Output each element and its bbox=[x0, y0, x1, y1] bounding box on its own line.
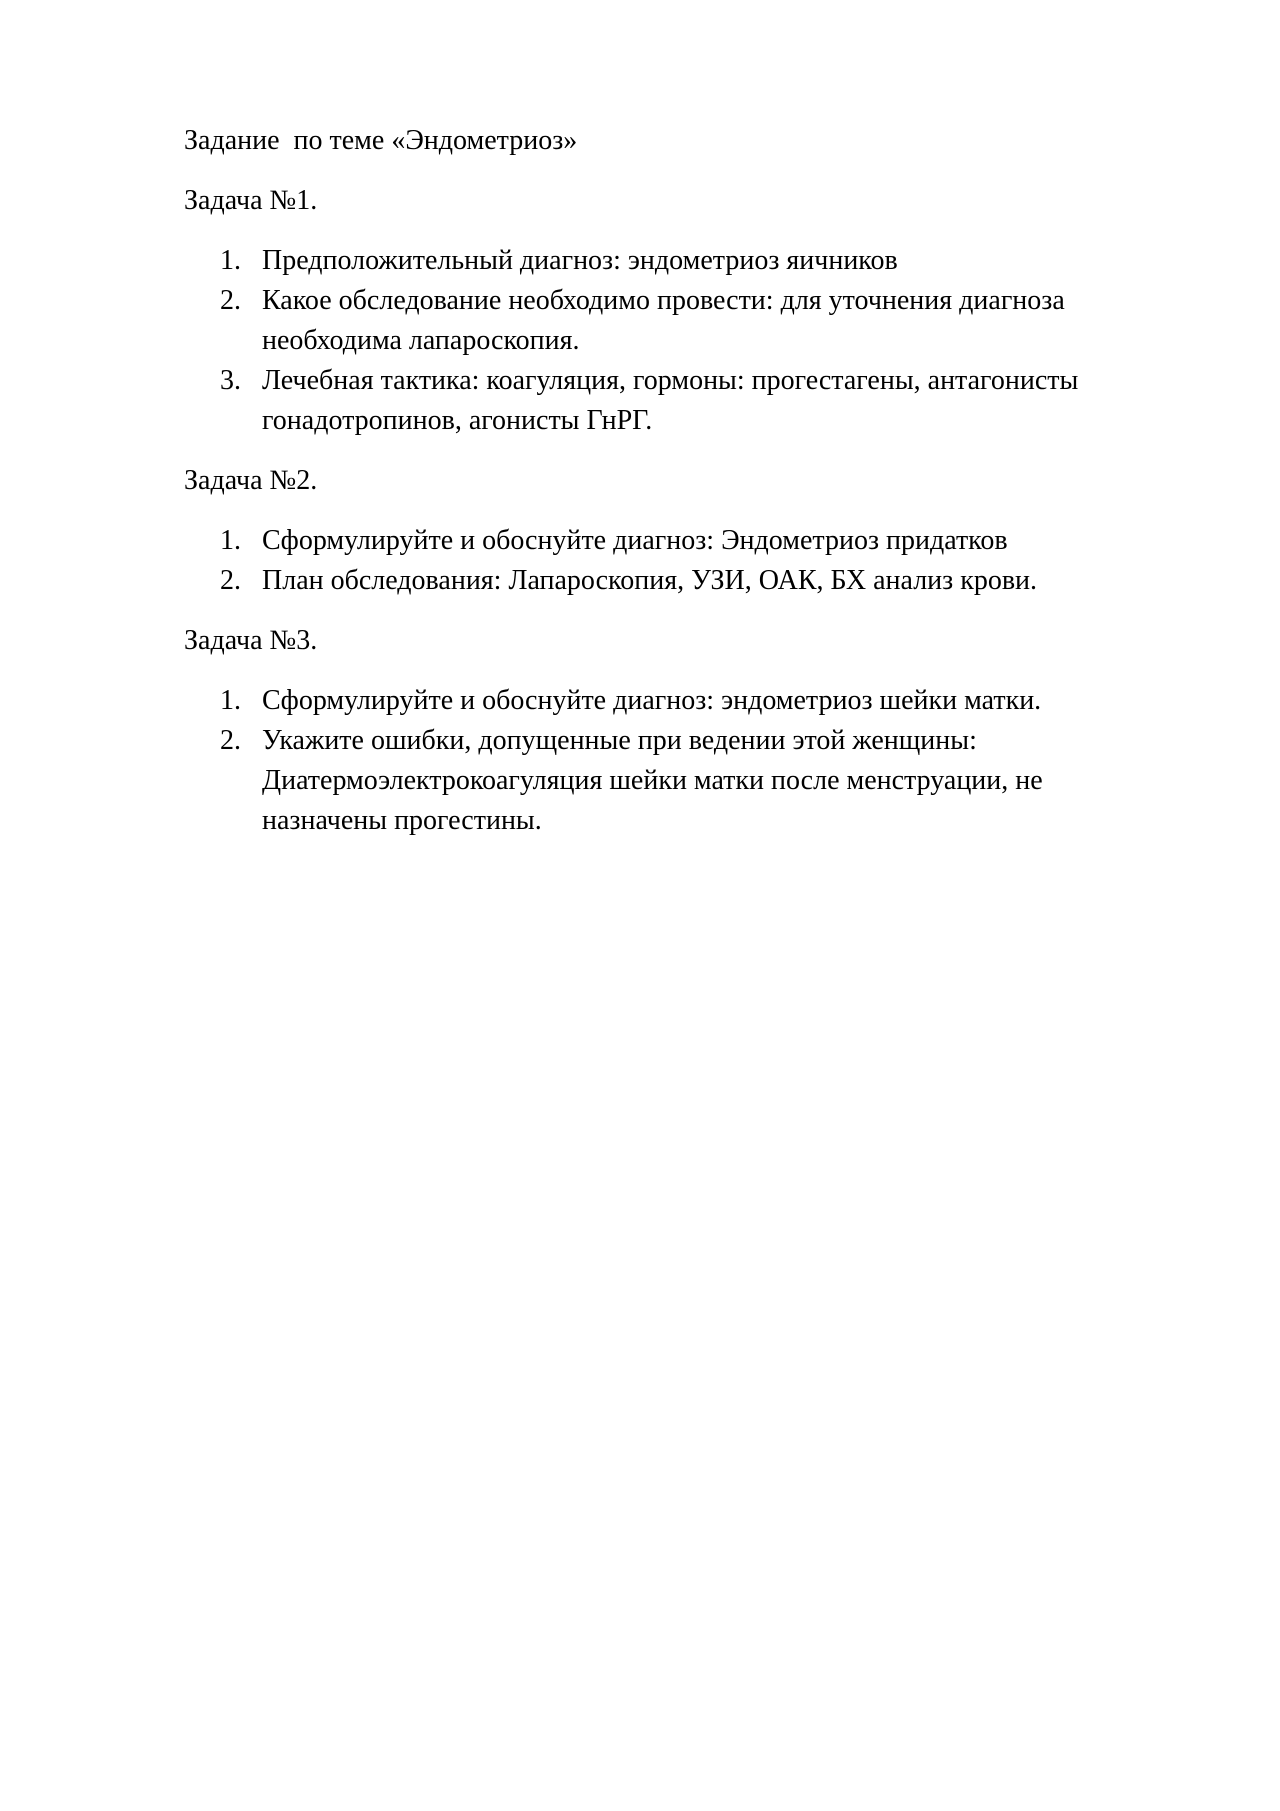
list-item bbox=[184, 241, 1164, 281]
list-item bbox=[184, 721, 1164, 841]
list-item-number: 1. bbox=[220, 525, 241, 556]
list-item-number: 1. bbox=[220, 685, 241, 716]
list-item-text: Укажите ошибки, допущенные при ведении этой женщины: Диатермоэлектрокоагуляция шейки матки после менструации, не назначены прогестины. bbox=[262, 725, 1043, 836]
list-item-text: План обследования: Лапароскопия, УЗИ, ОАК, БХ анализ крови. bbox=[262, 565, 1038, 596]
list-item-text: Лечебная тактика: коагуляция, гормоны: прогестагены, антагонисты гонадотропинов, агонисты ГнРГ. bbox=[262, 365, 1079, 436]
list-item bbox=[184, 361, 1164, 441]
list-item bbox=[184, 561, 1164, 601]
list-item-text: Какое обследование необходимо провести: для уточнения диагноза необходима лапароскопия. bbox=[262, 285, 1065, 356]
list-item-number: 3. bbox=[220, 365, 241, 396]
list-item bbox=[184, 681, 1164, 721]
list-item-number: 2. bbox=[220, 565, 241, 596]
list-item-number: 2. bbox=[220, 285, 241, 316]
list-item-text: Сформулируйте и обоснуйте диагноз: Эндометриоз придатков bbox=[262, 525, 1008, 556]
task-1-heading: Задача №1. bbox=[184, 185, 318, 216]
list-item-number: 1. bbox=[220, 245, 241, 276]
list-item-text: Сформулируйте и обоснуйте диагноз: эндометриоз шейки матки. bbox=[262, 685, 1042, 716]
list-item-number: 2. bbox=[220, 725, 241, 756]
list-item bbox=[184, 521, 1164, 561]
task-2-list bbox=[184, 521, 1164, 601]
list-item bbox=[184, 281, 1164, 361]
task-1-list bbox=[184, 241, 1164, 441]
list-item-text: Предположительный диагноз: эндометриоз яичников bbox=[262, 245, 898, 276]
task-3-list bbox=[184, 681, 1164, 841]
task-2-heading: Задача №2. bbox=[184, 465, 318, 496]
document-title: Задание по теме «Эндометриоз» bbox=[184, 125, 578, 156]
task-3-heading: Задача №3. bbox=[184, 625, 318, 656]
document-body bbox=[184, 121, 1164, 861]
